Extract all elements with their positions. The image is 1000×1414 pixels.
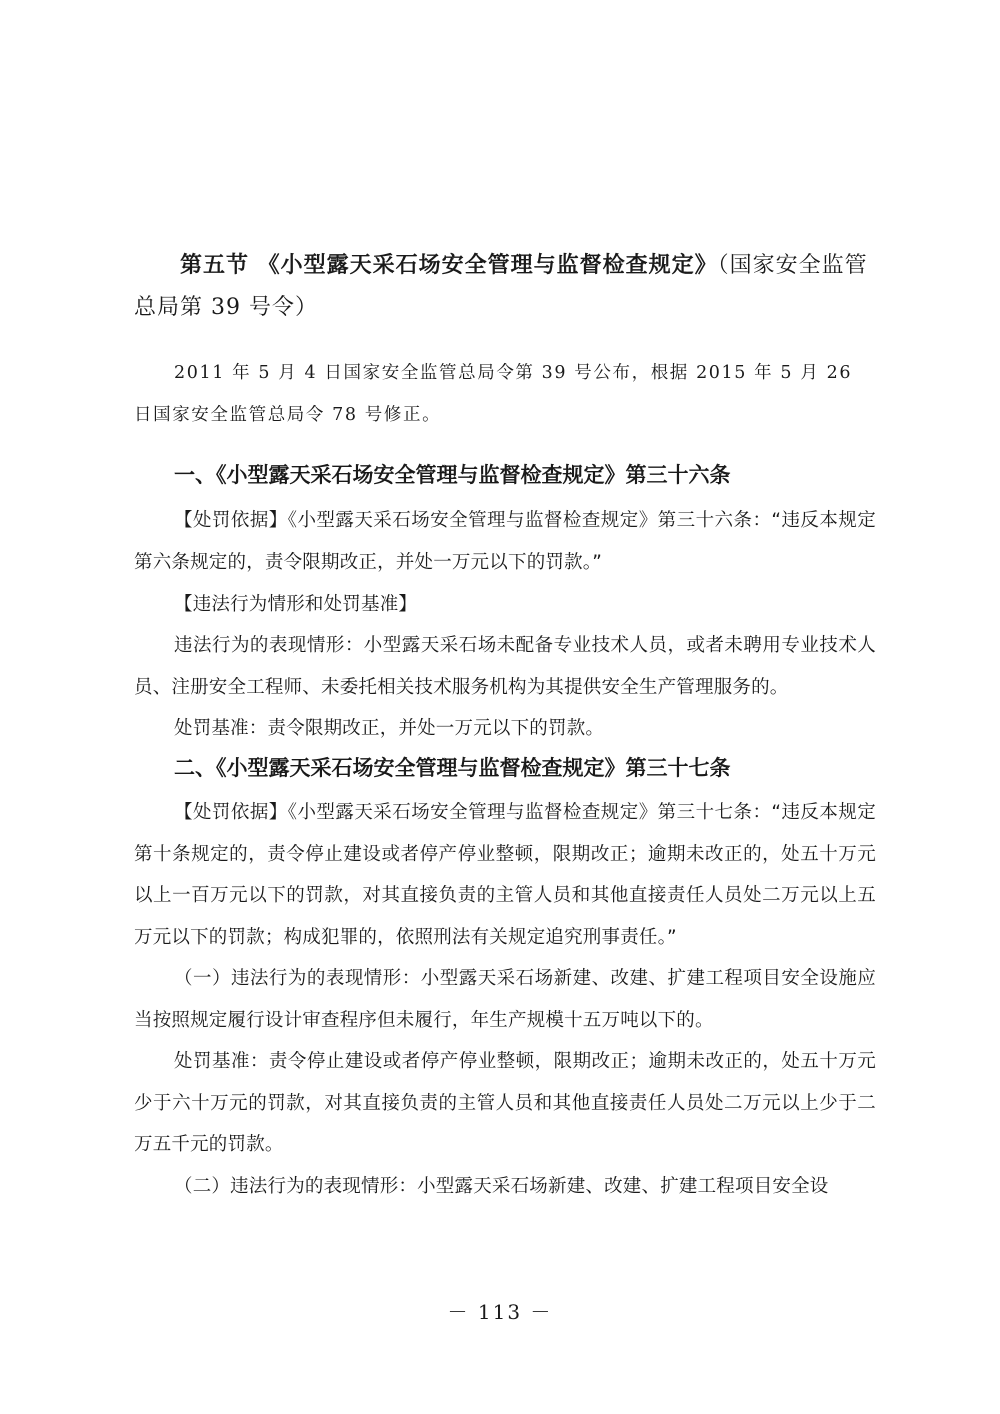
section-title	[134, 244, 876, 329]
article-36-standard-label: 【违法行为情形和处罚基准】	[174, 594, 418, 615]
article-37-situation-1: （一）违法行为的表现情形：小型露天采石场新建、改建、扩建工程项目安全设施应当按照规定履行设计审查程序但未履行，年生产规模十五万吨以下的。	[134, 968, 876, 1031]
article-36-basis: 【处罚依据】《小型露天采石场安全管理与监督检查规定》第三十六条：“违反本规定第六条规定的，责令限期改正，并处一万元以下的罚款。”	[134, 510, 876, 573]
article-36-penalty: 处罚基准：责令限期改正，并处一万元以下的罚款。	[174, 718, 605, 739]
section-title-main: 第五节 《小型露天采石场安全管理与监督检查规定》	[180, 252, 718, 278]
article-36-heading: 一、《小型露天采石场安全管理与监督检查规定》第三十六条	[174, 462, 731, 487]
article-37-penalty-1: 处罚基准：责令停止建设或者停产停业整顿，限期改正；逾期未改正的，处五十万元少于六十万元的罚款，对其直接负责的主管人员和其他直接责任人员处二万元以上少于二万五千元的罚款。	[134, 1051, 876, 1155]
article-37-situation-2: （二）违法行为的表现情形：小型露天采石场新建、改建、扩建工程项目安全设	[174, 1176, 829, 1197]
article-37-heading: 二、《小型露天采石场安全管理与监督检查规定》第三十七条	[174, 755, 731, 780]
intro-paragraph: 2011 年 5 月 4 日国家安全监管总局令第 39 号公布，根据 2015 年 5 月 26 日国家安全监管总局令 78 号修正。	[134, 363, 853, 425]
section-title-note: （国家安全监管总局第 39 号令）	[134, 253, 868, 320]
page-number: － 113 －	[447, 1300, 553, 1324]
article-36-situation: 违法行为的表现情形：小型露天采石场未配备专业技术人员，或者未聘用专业技术人员、注册安全工程师、未委托相关技术服务机构为其提供安全生产管理服务的。	[134, 635, 876, 698]
article-37-basis: 【处罚依据】《小型露天采石场安全管理与监督检查规定》第三十七条：“违反本规定第十条规定的，责令停止建设或者停产停业整顿，限期改正；逾期未改正的，处五十万元以上一百万元以下的罚款，对其直接负责的主管人员和其他直接责任人员处二万元以上五万元以下的罚款；构成犯罪的，依照刑法有关规定追究刑事责任。”	[134, 802, 876, 948]
